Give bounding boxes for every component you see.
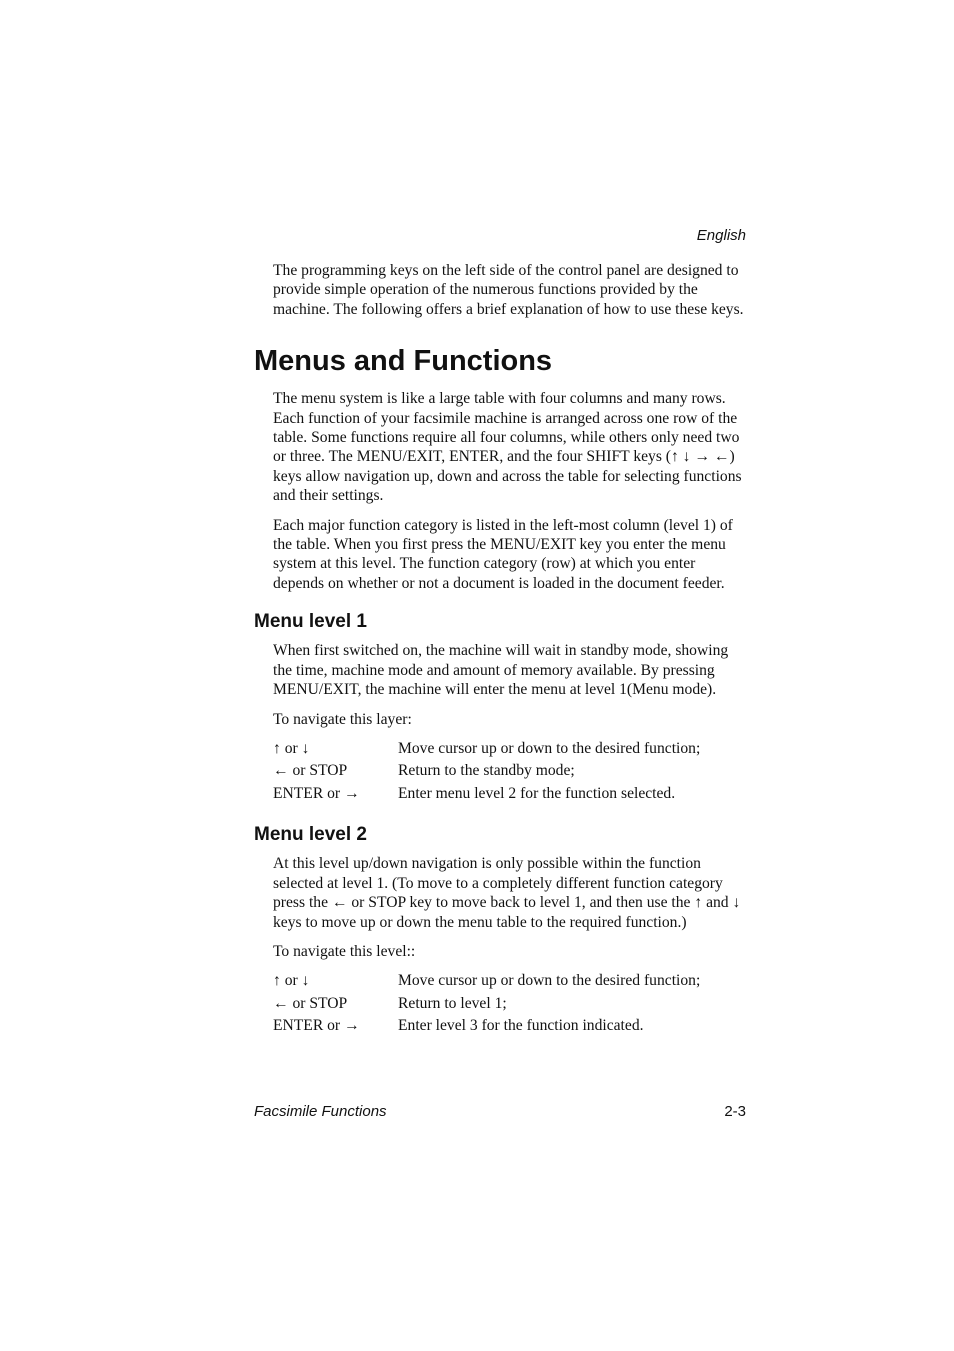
level2-description: At this level up/down navigation is only possible within the function selected at level 1. (To move to a completely different function category press the ← or STOP key to move back to level 1, and then use the ↑ and ↓ keys to move up or down the menu table to the required function.) (273, 855, 741, 931)
header-language: English (696, 227, 746, 244)
table-row (273, 761, 700, 784)
nav-action: Return to the standby mode; (398, 762, 575, 780)
nav-action: Move cursor up or down to the desired function; (398, 972, 701, 990)
level1-description: When first switched on, the machine will wait in standby mode, showing the time, machine mode and amount of memory available. By pressing MENU/EXIT, the machine will enter the menu at level 1(Menu mode). (273, 642, 729, 699)
section-paragraph-2: Each major function category is listed in the left-most column (level 1) of the table. When you first press the MENU/EXIT key you enter the menu system at this level. The function category (row) at which you enter depends on whether or not a document is loaded in the document feeder. (273, 516, 733, 592)
table-row (273, 971, 700, 994)
nav-key: ← or STOP (273, 762, 348, 780)
level2-navigate-label: To navigate this level:: (273, 943, 416, 961)
nav-key: ↑ or ↓ (273, 739, 310, 757)
table-row (273, 1016, 700, 1039)
page-content (254, 261, 746, 1039)
level1-title: Menu level 1 (254, 611, 367, 633)
section-title: Menus and Functions (254, 345, 553, 378)
nav-key: ← or STOP (273, 994, 348, 1012)
nav-key: ENTER or → (273, 1017, 360, 1035)
page-number: 2-3 (724, 1103, 746, 1120)
page-footer (254, 1103, 746, 1120)
nav-action: Return to level 1; (398, 994, 507, 1012)
nav-action: Enter level 3 for the function indicated. (398, 1017, 644, 1035)
nav-action: Move cursor up or down to the desired function; (398, 739, 701, 757)
nav-key: ENTER or → (273, 784, 360, 802)
level1-navigate-label: To navigate this layer: (273, 710, 412, 728)
level2-title: Menu level 2 (254, 824, 367, 846)
level1-nav-table (273, 739, 700, 807)
table-row (273, 784, 700, 807)
section-paragraph-1: The menu system is like a large table with four columns and many rows. Each function of your facsimile machine is arranged across one row of the table. Some functions require all four columns, while others only need two or three. The MENU/EXIT, ENTER, and the four SHIFT keys (↑ ↓ → ←) keys allow navigation up, down and across the table for selecting functions and their settings. (273, 390, 742, 505)
table-row (273, 994, 700, 1017)
footer-section-name: Facsimile Functions (254, 1103, 387, 1120)
nav-action: Enter menu level 2 for the function selected. (398, 784, 676, 802)
intro-paragraph: The programming keys on the left side of the control panel are designed to provide simple operation of the numerous functions provided by the machine. The following offers a brief explanation of how to use these keys. (273, 262, 744, 318)
nav-key: ↑ or ↓ (273, 972, 310, 990)
level2-nav-table (273, 971, 700, 1039)
table-row (273, 739, 700, 762)
